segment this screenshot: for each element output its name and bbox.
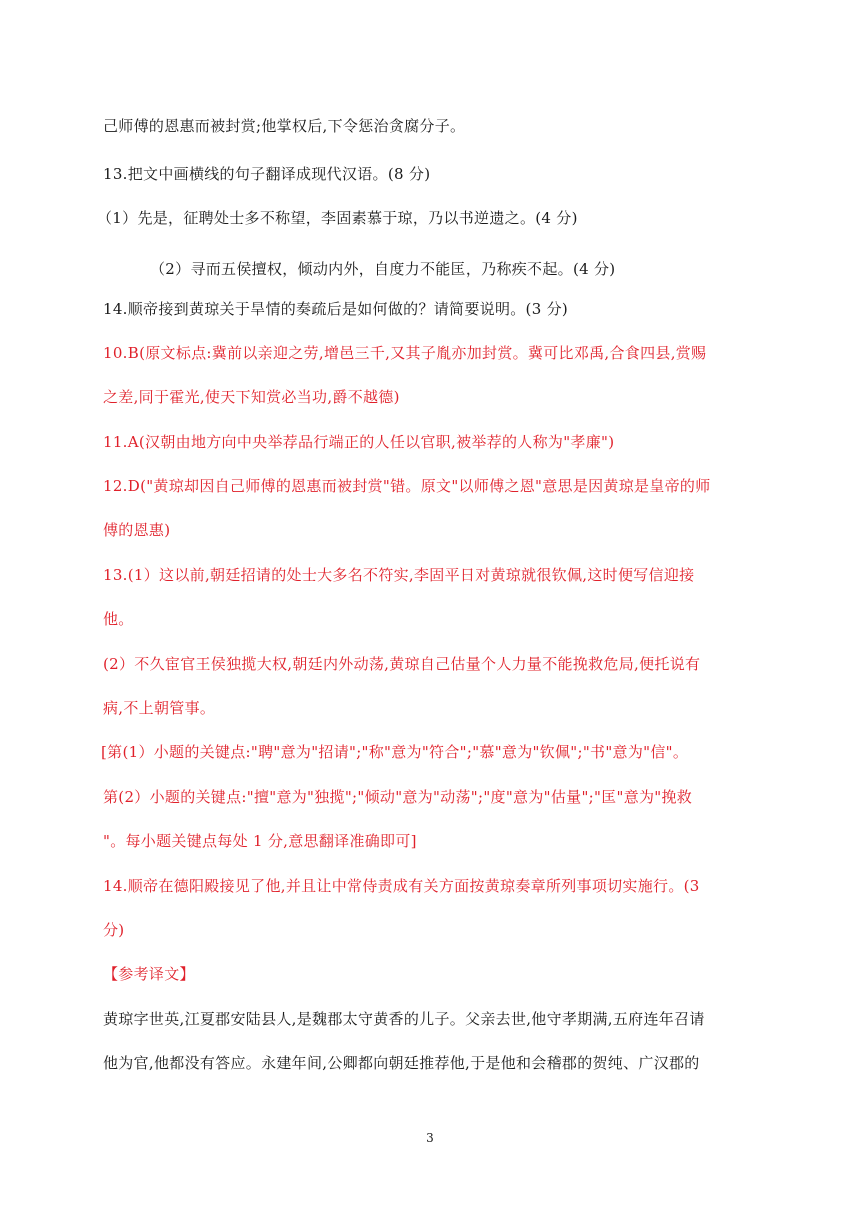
translation-paragraph-line: 他为官,他都没有答应。永建年间,公卿都向朝廷推荐他,于是他和会稽郡的贺纯、广汉郡的	[103, 1054, 700, 1072]
answer-13-key-points-2: 第(2）小题的关键点:"擅"意为"独揽";"倾动"意为"动荡";"度"意为"估量";"匡"意为"挽救	[103, 788, 693, 806]
answer-13-part-1: 13.(1）这以前,朝廷招请的处士大多名不符实,李固平日对黄琼就很钦佩,这时便写信迎接	[103, 566, 695, 584]
question-14: 14.顺帝接到黄琼关于旱情的奏疏后是如何做的？请简要说明。(3 分)	[103, 300, 569, 318]
answer-12-continued: 傅的恩惠)	[103, 521, 171, 539]
answer-13-part-2: (2）不久宦官王侯独揽大权,朝廷内外动荡,黄琼自己估量个人力量不能挽救危局,便托说有	[103, 655, 701, 673]
answer-10: 10.B(原文标点:冀前以亲迎之劳,增邑三千,又其子胤亦加封赏。冀可比邓禹,合食四县,赏赐	[103, 344, 707, 362]
answer-13-key-points-1: [第(1）小题的关键点:"聘"意为"招请";"称"意为"符合";"慕"意为"钦佩";"书"意为"信"。	[101, 743, 689, 761]
page-number: 3	[426, 1131, 434, 1145]
answer-10-continued: 之差,同于霍光,使天下知赏必当功,爵不越德)	[103, 388, 400, 406]
answer-12: 12.D("黄琼却因自己师傅的恩惠而被封赏"错。原文"以师傅之恩"意思是因黄琼是皇帝的师	[103, 477, 711, 495]
answer-14-continued: 分)	[103, 921, 125, 939]
question-13-part-1: （1）先是，征聘处士多不称望，李固素慕于琼，乃以书逆遗之。(4 分)	[97, 209, 578, 227]
answer-11: 11.A(汉朝由地方向中央举荐品行端正的人任以官职,被举荐的人称为"孝廉")	[103, 433, 615, 451]
answer-13-part-2-continued: 病,不上朝管事。	[103, 699, 216, 717]
answer-13-part-1-continued: 他。	[103, 610, 134, 628]
answer-13-key-points-3: "。每小题关键点每处 1 分,意思翻译准确即可]	[103, 832, 417, 850]
text-line: 己师傅的恩惠而被封赏;他掌权后,下令惩治贪腐分子。	[103, 117, 466, 135]
question-13-part-2: （2）寻而五侯擅权，倾动内外，自度力不能匡，乃称疾不起。(4 分)	[150, 260, 616, 278]
question-13: 13.把文中画横线的句子翻译成现代汉语。(8 分)	[103, 165, 431, 183]
translation-paragraph-line: 黄琼字世英,江夏郡安陆县人,是魏郡太守黄香的儿子。父亲去世,他守孝期满,五府连年召请	[103, 1010, 705, 1028]
answer-14: 14.顺帝在德阳殿接见了他,并且让中常侍责成有关方面按黄琼奏章所列事项切实施行。(3	[103, 877, 700, 895]
reference-translation-heading: 【参考译文】	[103, 965, 195, 983]
